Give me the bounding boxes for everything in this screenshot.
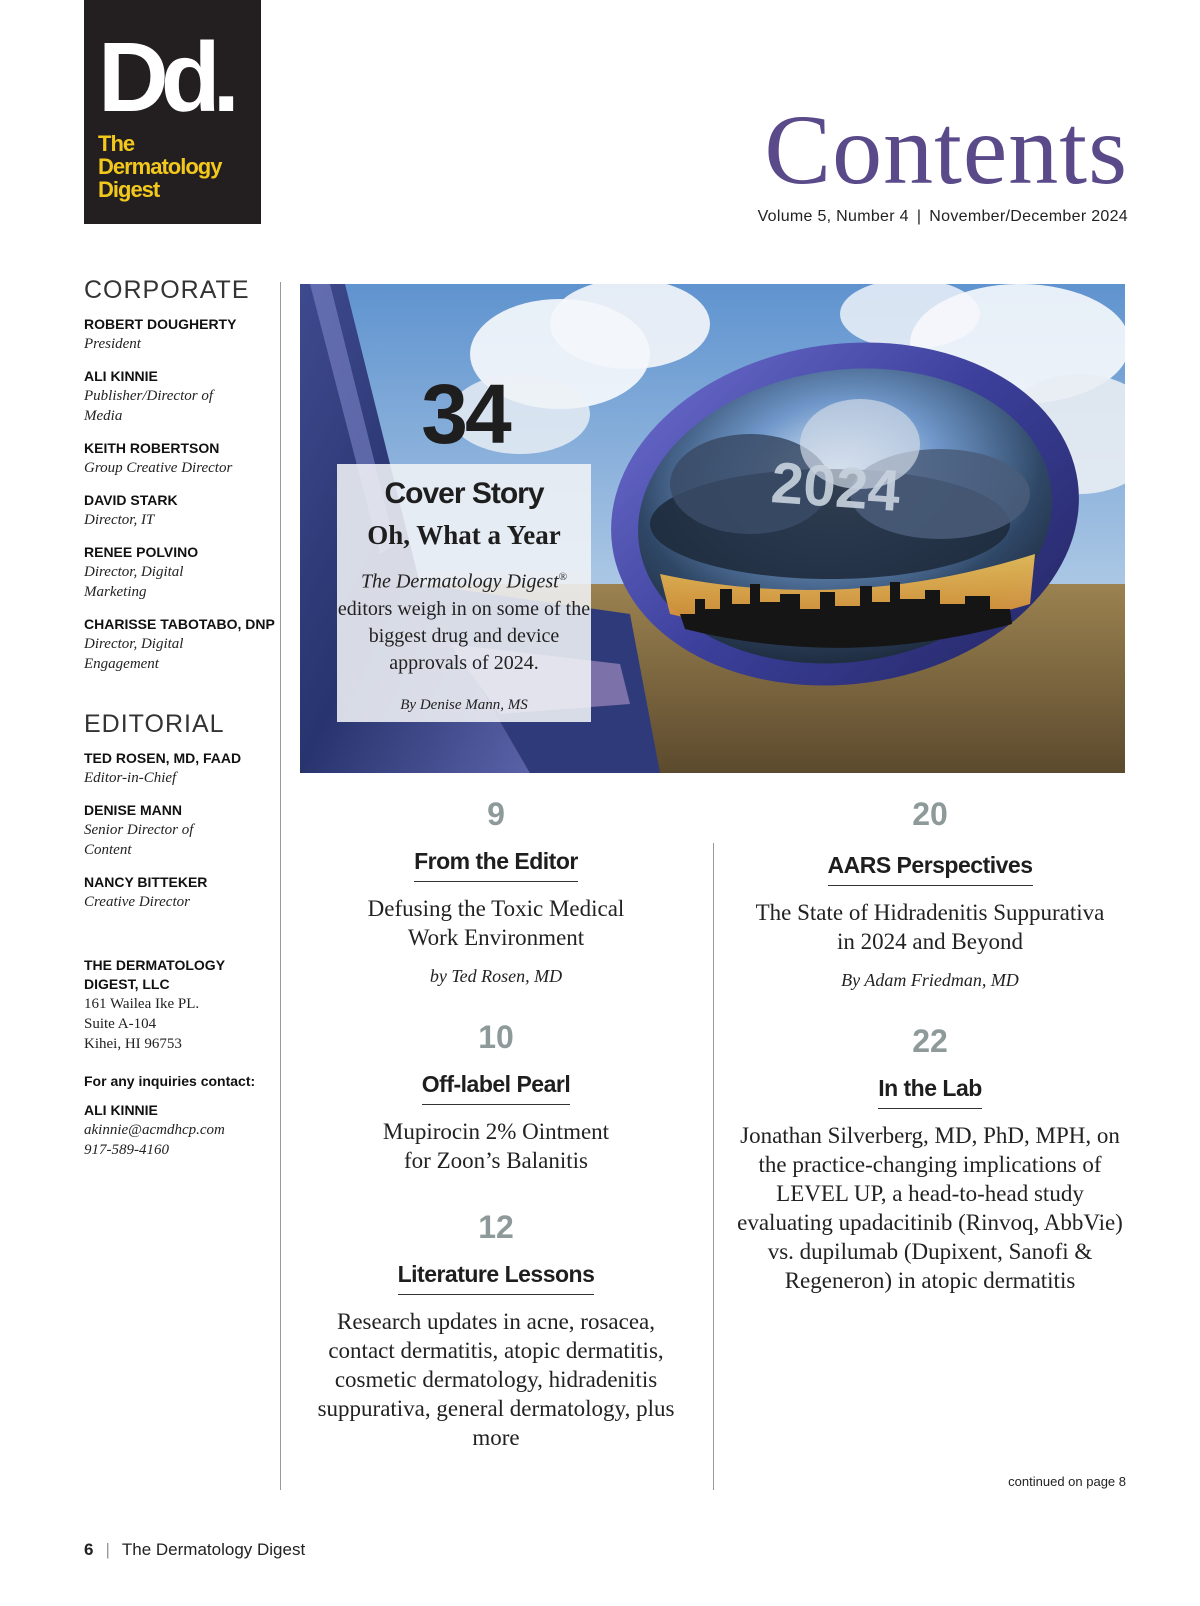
cover-byline: By Denise Mann, MS [400, 696, 528, 713]
toc-section-title: From the Editor [414, 848, 578, 882]
staff-role: Senior Director of Content [84, 822, 194, 858]
toc-section-title: In the Lab [878, 1075, 982, 1109]
company-name: DIGEST, LLC [84, 976, 170, 992]
staff-name: TED ROSEN, MD, FAAD [84, 750, 242, 766]
cover-story-content [337, 476, 591, 714]
logo-line: Dermatology [98, 154, 222, 179]
toc-section-title: Literature Lessons [398, 1261, 595, 1295]
toc-page-number: 10 [478, 1019, 514, 1055]
toc-page-number: 9 [487, 796, 505, 832]
staff-role: Creative Director [84, 894, 190, 910]
toc-entry[interactable] [310, 1211, 682, 1452]
staff-role: Director, Digital Engagement [84, 636, 184, 672]
toc-column-right [735, 798, 1125, 1295]
toc-column-left [310, 798, 682, 1452]
section-heading-editorial: EDITORIAL [84, 710, 225, 738]
cover-headline: Oh, What a Year [367, 520, 561, 550]
staff-name: DAVID STARK [84, 492, 178, 508]
cover-story-label: Cover Story [384, 477, 544, 510]
logo-line: Digest [98, 177, 160, 202]
staff-role: President [84, 336, 141, 352]
staff-name: ALI KINNIE [84, 368, 158, 384]
volume-number: Volume 5, Number 4 [757, 208, 909, 225]
toc-section-title: AARS Perspectives [828, 852, 1033, 886]
logo-wordmark [98, 132, 221, 201]
section-heading-corporate: CORPORATE [84, 276, 250, 304]
toc-entry[interactable] [735, 798, 1125, 991]
toc-entry[interactable] [310, 798, 682, 987]
staff-role: Director, Digital Marketing [84, 564, 184, 600]
staff-name: DENISE MANN [84, 802, 183, 818]
staff-name: ROBERT DOUGHERTY [84, 316, 237, 332]
column-divider [280, 282, 281, 1490]
staff-name: NANCY BITTEKER [84, 874, 208, 890]
cover-story-box[interactable] [337, 464, 591, 722]
address-line: Kihei, HI 96753 [84, 1036, 182, 1052]
contact-name: ALI KINNIE [84, 1102, 158, 1118]
page-footer [84, 1540, 305, 1560]
contact-phone: 917-589-4160 [84, 1142, 169, 1158]
continued-note: continued on page 8 [1008, 1474, 1126, 1489]
registered-mark: ® [558, 571, 568, 583]
cover-description-text: editors weigh in on some of the biggest drug and device approvals of 2024. [337, 597, 591, 674]
column-divider [713, 843, 714, 1490]
staff-entry [84, 491, 274, 530]
toc-entry[interactable] [735, 1025, 1125, 1295]
staff-role: Publisher/Director of Media [84, 388, 214, 424]
page-title: Contents [764, 94, 1128, 205]
staff-entry [84, 749, 274, 788]
cover-page-number[interactable]: 34 [421, 367, 509, 461]
staff-entry [84, 801, 274, 860]
staff-entry [84, 615, 274, 674]
inquiries-label: For any inquiries contact: [84, 1073, 256, 1089]
footer-publication: The Dermatology Digest [121, 1540, 306, 1559]
address-line: 161 Wailea Ike PL. [84, 996, 200, 1012]
toc-byline: By Adam Friedman, MD [841, 970, 1019, 990]
issue-date: November/December 2024 [929, 208, 1128, 225]
staff-role: Group Creative Director [84, 460, 233, 476]
toc-entry[interactable] [310, 1021, 682, 1175]
address-line: Suite A-104 [84, 1016, 157, 1032]
magazine-name: The Dermatology Digest [360, 570, 559, 593]
staff-name: CHARISSE TABOTABO, DNP [84, 616, 275, 632]
staff-role: Director, IT [84, 512, 155, 528]
staff-entry [84, 543, 274, 602]
staff-entry [84, 873, 274, 912]
cover-image-text: 2024 [769, 450, 903, 524]
contact-email[interactable]: akinnie@acmdhcp.com [84, 1122, 225, 1138]
footer-separator: | [105, 1540, 110, 1559]
toc-description: Research updates in acne, rosacea, contact dermatitis, atopic dermatitis, cosmetic dermatology, hidradenitis suppurativa, general dermatology, plus more [317, 1309, 675, 1450]
company-block [84, 956, 274, 1160]
toc-section-title: Off-label Pearl [422, 1071, 570, 1105]
toc-page-number: 12 [478, 1209, 514, 1245]
staff-entry [84, 315, 274, 354]
staff-name: RENEE POLVINO [84, 544, 199, 560]
company-name: THE DERMATOLOGY [84, 957, 226, 973]
separator: | [916, 208, 922, 225]
staff-name: KEITH ROBERTSON [84, 440, 220, 456]
masthead-logo [84, 0, 261, 224]
logo-line: The [98, 131, 135, 156]
logo-mark: Dd. [98, 22, 232, 132]
toc-page-number: 20 [912, 796, 948, 832]
toc-description: Defusing the Toxic Medical Work Environment [367, 896, 625, 950]
toc-description: Mupirocin 2% Ointment for Zoon’s Balanitis [382, 1119, 610, 1173]
toc-page-number: 22 [912, 1023, 948, 1059]
toc-description: Jonathan Silverberg, MD, PhD, MPH, on the practice-changing implications of LEVEL UP, a head-to-head study evaluating upadacitinib (Rinvoq, AbbVie) vs. dupilumab (Dupixent, Sanofi & Regeneron) in atopic dermatitis [737, 1123, 1123, 1293]
footer-page-number: 6 [84, 1540, 94, 1559]
staff-role: Editor-in-Chief [84, 770, 177, 786]
toc-description: The State of Hidradenitis Suppurativa in 2024 and Beyond [755, 900, 1105, 954]
issue-info [758, 208, 1128, 226]
toc-byline: by Ted Rosen, MD [429, 966, 563, 986]
cover-description [337, 564, 591, 677]
